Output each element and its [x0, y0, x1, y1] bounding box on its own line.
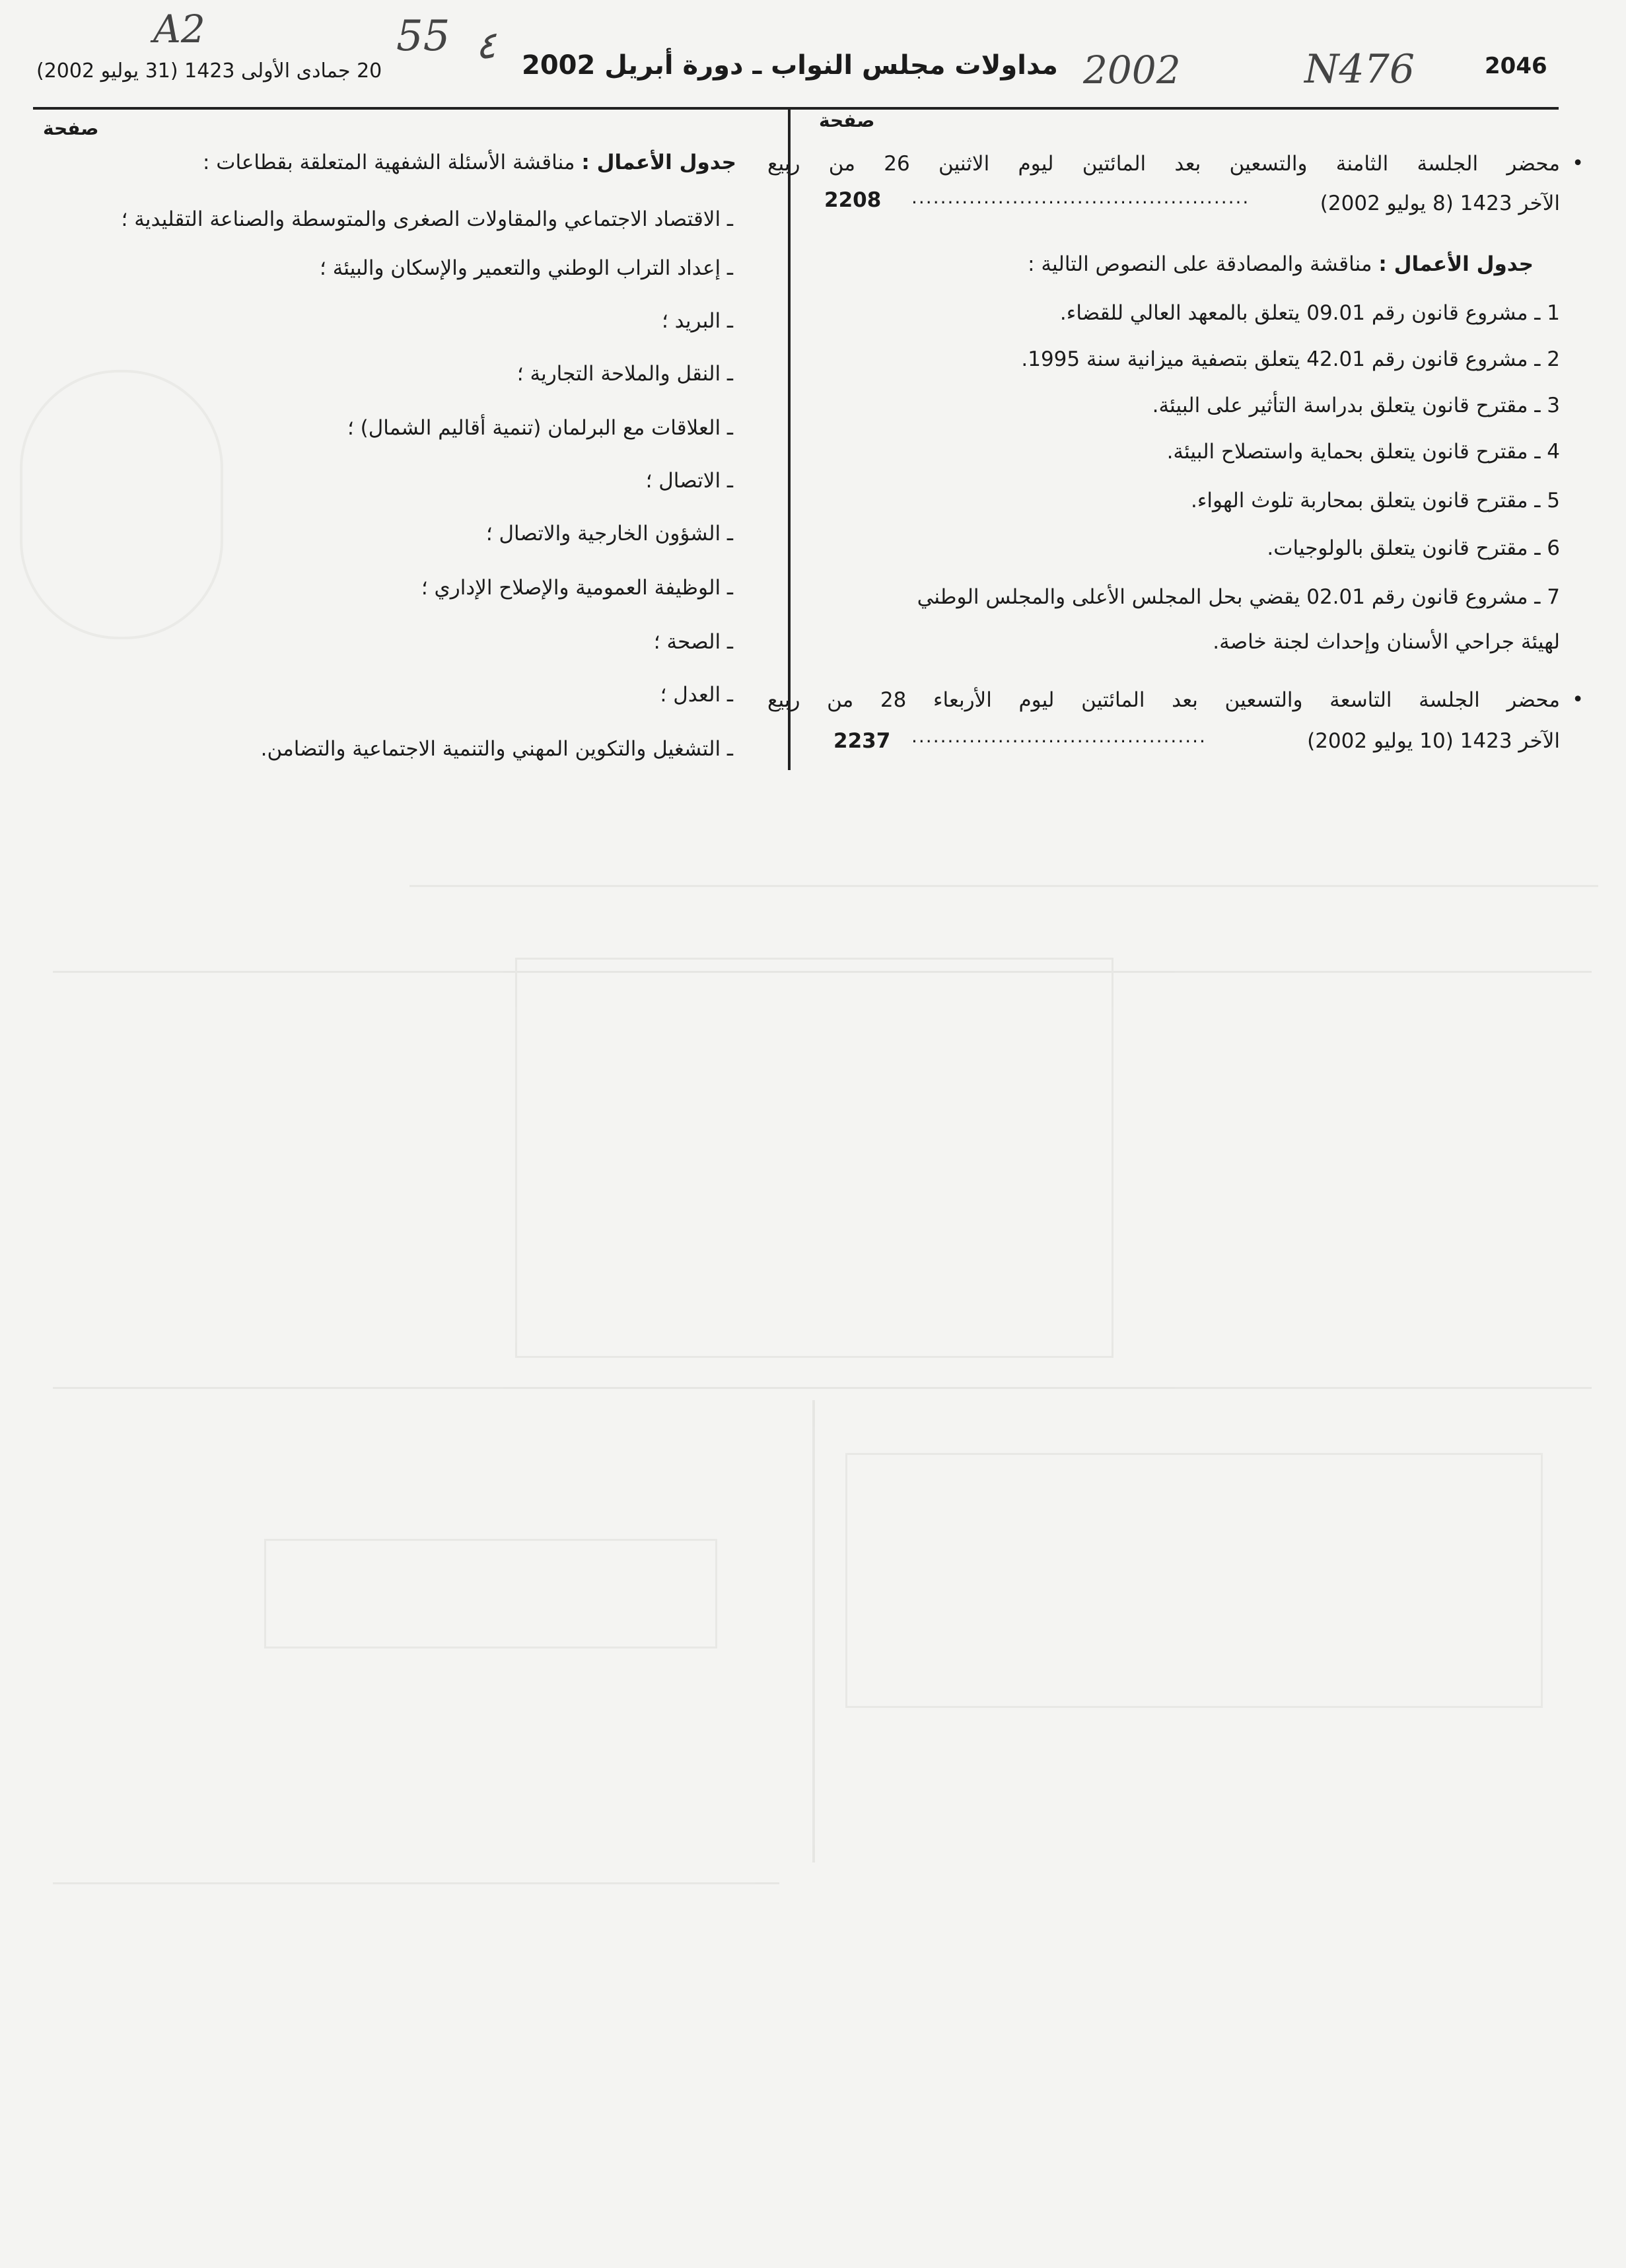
- issue-date: 20 جمادى الأولى 1423 (31 يوليو 2002): [36, 59, 382, 83]
- left-agenda-heading: [203, 151, 736, 174]
- sector-item: ـ البريد ؛: [661, 309, 733, 333]
- page-column-label-left: صفحة: [43, 118, 99, 139]
- agenda-item-7: [767, 579, 1560, 616]
- sector-item: ـ الوظيفة العمومية والإصلاح الإداري ؛: [421, 576, 733, 600]
- agenda-item-text: ـ مقترح قانون يتعلق بمحاربة تلوث الهواء.: [1190, 489, 1541, 513]
- agenda-item-1: [767, 295, 1560, 332]
- session-299-line2: الآخر 1423 (10 يوليو 2002): [1307, 729, 1560, 753]
- agenda-item-num: 7: [1547, 585, 1560, 609]
- agenda-item-text: ـ مشروع قانون رقم 02.01 يقضي بحل المجلس الأعلى والمجلس الوطني: [917, 585, 1541, 609]
- agenda-item-num: 5: [1547, 489, 1560, 513]
- agenda-item-num: 4: [1547, 440, 1560, 464]
- handwritten-mark-code: N476: [1304, 46, 1415, 92]
- sector-item: ـ الاتصال ؛: [645, 469, 733, 493]
- agenda-intro: مناقشة والمصادقة على النصوص التالية :: [1028, 252, 1372, 276]
- left-agenda-intro: مناقشة الأسئلة الشفهية المتعلقة بقطاعات :: [202, 151, 575, 174]
- agenda-item-6: [767, 530, 1560, 567]
- page-column-label-right: صفحة: [819, 110, 875, 131]
- sector-item: ـ النقل والملاحة التجارية ؛: [516, 362, 733, 386]
- session-299-line1: • محضر الجلسة التاسعة والتسعين بعد المائتين ليوم الأربعاء 28 من ربيع: [767, 688, 1560, 712]
- left-agenda-label: جدول الأعمال :: [581, 151, 736, 174]
- sector-item: ـ الشؤون الخارجية والاتصال ؛: [485, 522, 733, 546]
- sector-item: ـ الصحة ؛: [653, 630, 733, 654]
- handwritten-mark-a2: A2: [153, 7, 205, 52]
- agenda-item-num: 2: [1547, 347, 1560, 371]
- sector-item: ـ إعداد التراب الوطني والتعمير والإسكان والبيئة ؛: [320, 256, 733, 280]
- session-298-leader-dots: ...............................................: [911, 186, 1250, 208]
- handwritten-mark-year: 2002: [1083, 48, 1181, 92]
- agenda-item-5: [767, 482, 1560, 519]
- agenda-item-num: 6: [1547, 536, 1560, 560]
- header-rule: [33, 107, 1559, 110]
- sector-item: ـ التشغيل والتكوين المهني والتنمية الاجتماعية والتضامن.: [260, 737, 733, 761]
- page-number: 2046: [1485, 53, 1547, 79]
- agenda-item-7-continuation: لهيئة جراحي الأسنان وإحداث لجنة خاصة.: [1213, 630, 1560, 654]
- session-299-leader-dots: .........................................: [911, 725, 1207, 747]
- agenda-item-text: ـ مقترح قانون يتعلق بالولوجيات.: [1267, 536, 1541, 560]
- agenda-item-num: 1: [1547, 301, 1560, 325]
- agenda-item-2: [767, 341, 1560, 378]
- agenda-item-text: ـ مشروع قانون رقم 09.01 يتعلق بالمعهد العالي للقضاء.: [1059, 301, 1541, 325]
- session-entry-298: [767, 145, 1560, 182]
- session-299-page: 2237: [833, 729, 891, 753]
- agenda-label: جدول الأعمال :: [1378, 252, 1534, 276]
- running-title: مداولات مجلس النواب ـ دورة أبريل 2002: [522, 50, 1058, 81]
- handwritten-mark-55: 55: [396, 12, 450, 61]
- sector-item: ـ العلاقات مع البرلمان (تنمية أقاليم الشمال) ؛: [347, 416, 733, 440]
- agenda-item-num: 3: [1547, 394, 1560, 417]
- handwritten-mark-arabic: ٤: [476, 22, 497, 67]
- sector-item: ـ العدل ؛: [660, 683, 733, 707]
- agenda-item-text: ـ مقترح قانون يتعلق بحماية واستصلاح البيئة.: [1166, 440, 1541, 464]
- session-298-page: 2208: [824, 188, 882, 212]
- session-298-line2: الآخر 1423 (8 يوليو 2002): [1320, 192, 1560, 215]
- agenda-item-3: [767, 387, 1560, 424]
- sector-item: ـ الاقتصاد الاجتماعي والمقاولات الصغرى والمتوسطة والصناعة التقليدية ؛: [121, 207, 733, 231]
- agenda-heading: [741, 246, 1534, 283]
- session-298-line1: • محضر الجلسة الثامنة والتسعين بعد المائتين ليوم الاثنين 26 من ربيع: [767, 152, 1560, 176]
- agenda-item-4: [767, 433, 1560, 470]
- agenda-item-text: ـ مشروع قانون رقم 42.01 يتعلق بتصفية ميزانية سنة 1995.: [1021, 347, 1541, 371]
- session-entry-299: [767, 682, 1560, 719]
- agenda-item-text: ـ مقترح قانون يتعلق بدراسة التأثير على البيئة.: [1152, 394, 1541, 417]
- left-agenda: [99, 151, 736, 778]
